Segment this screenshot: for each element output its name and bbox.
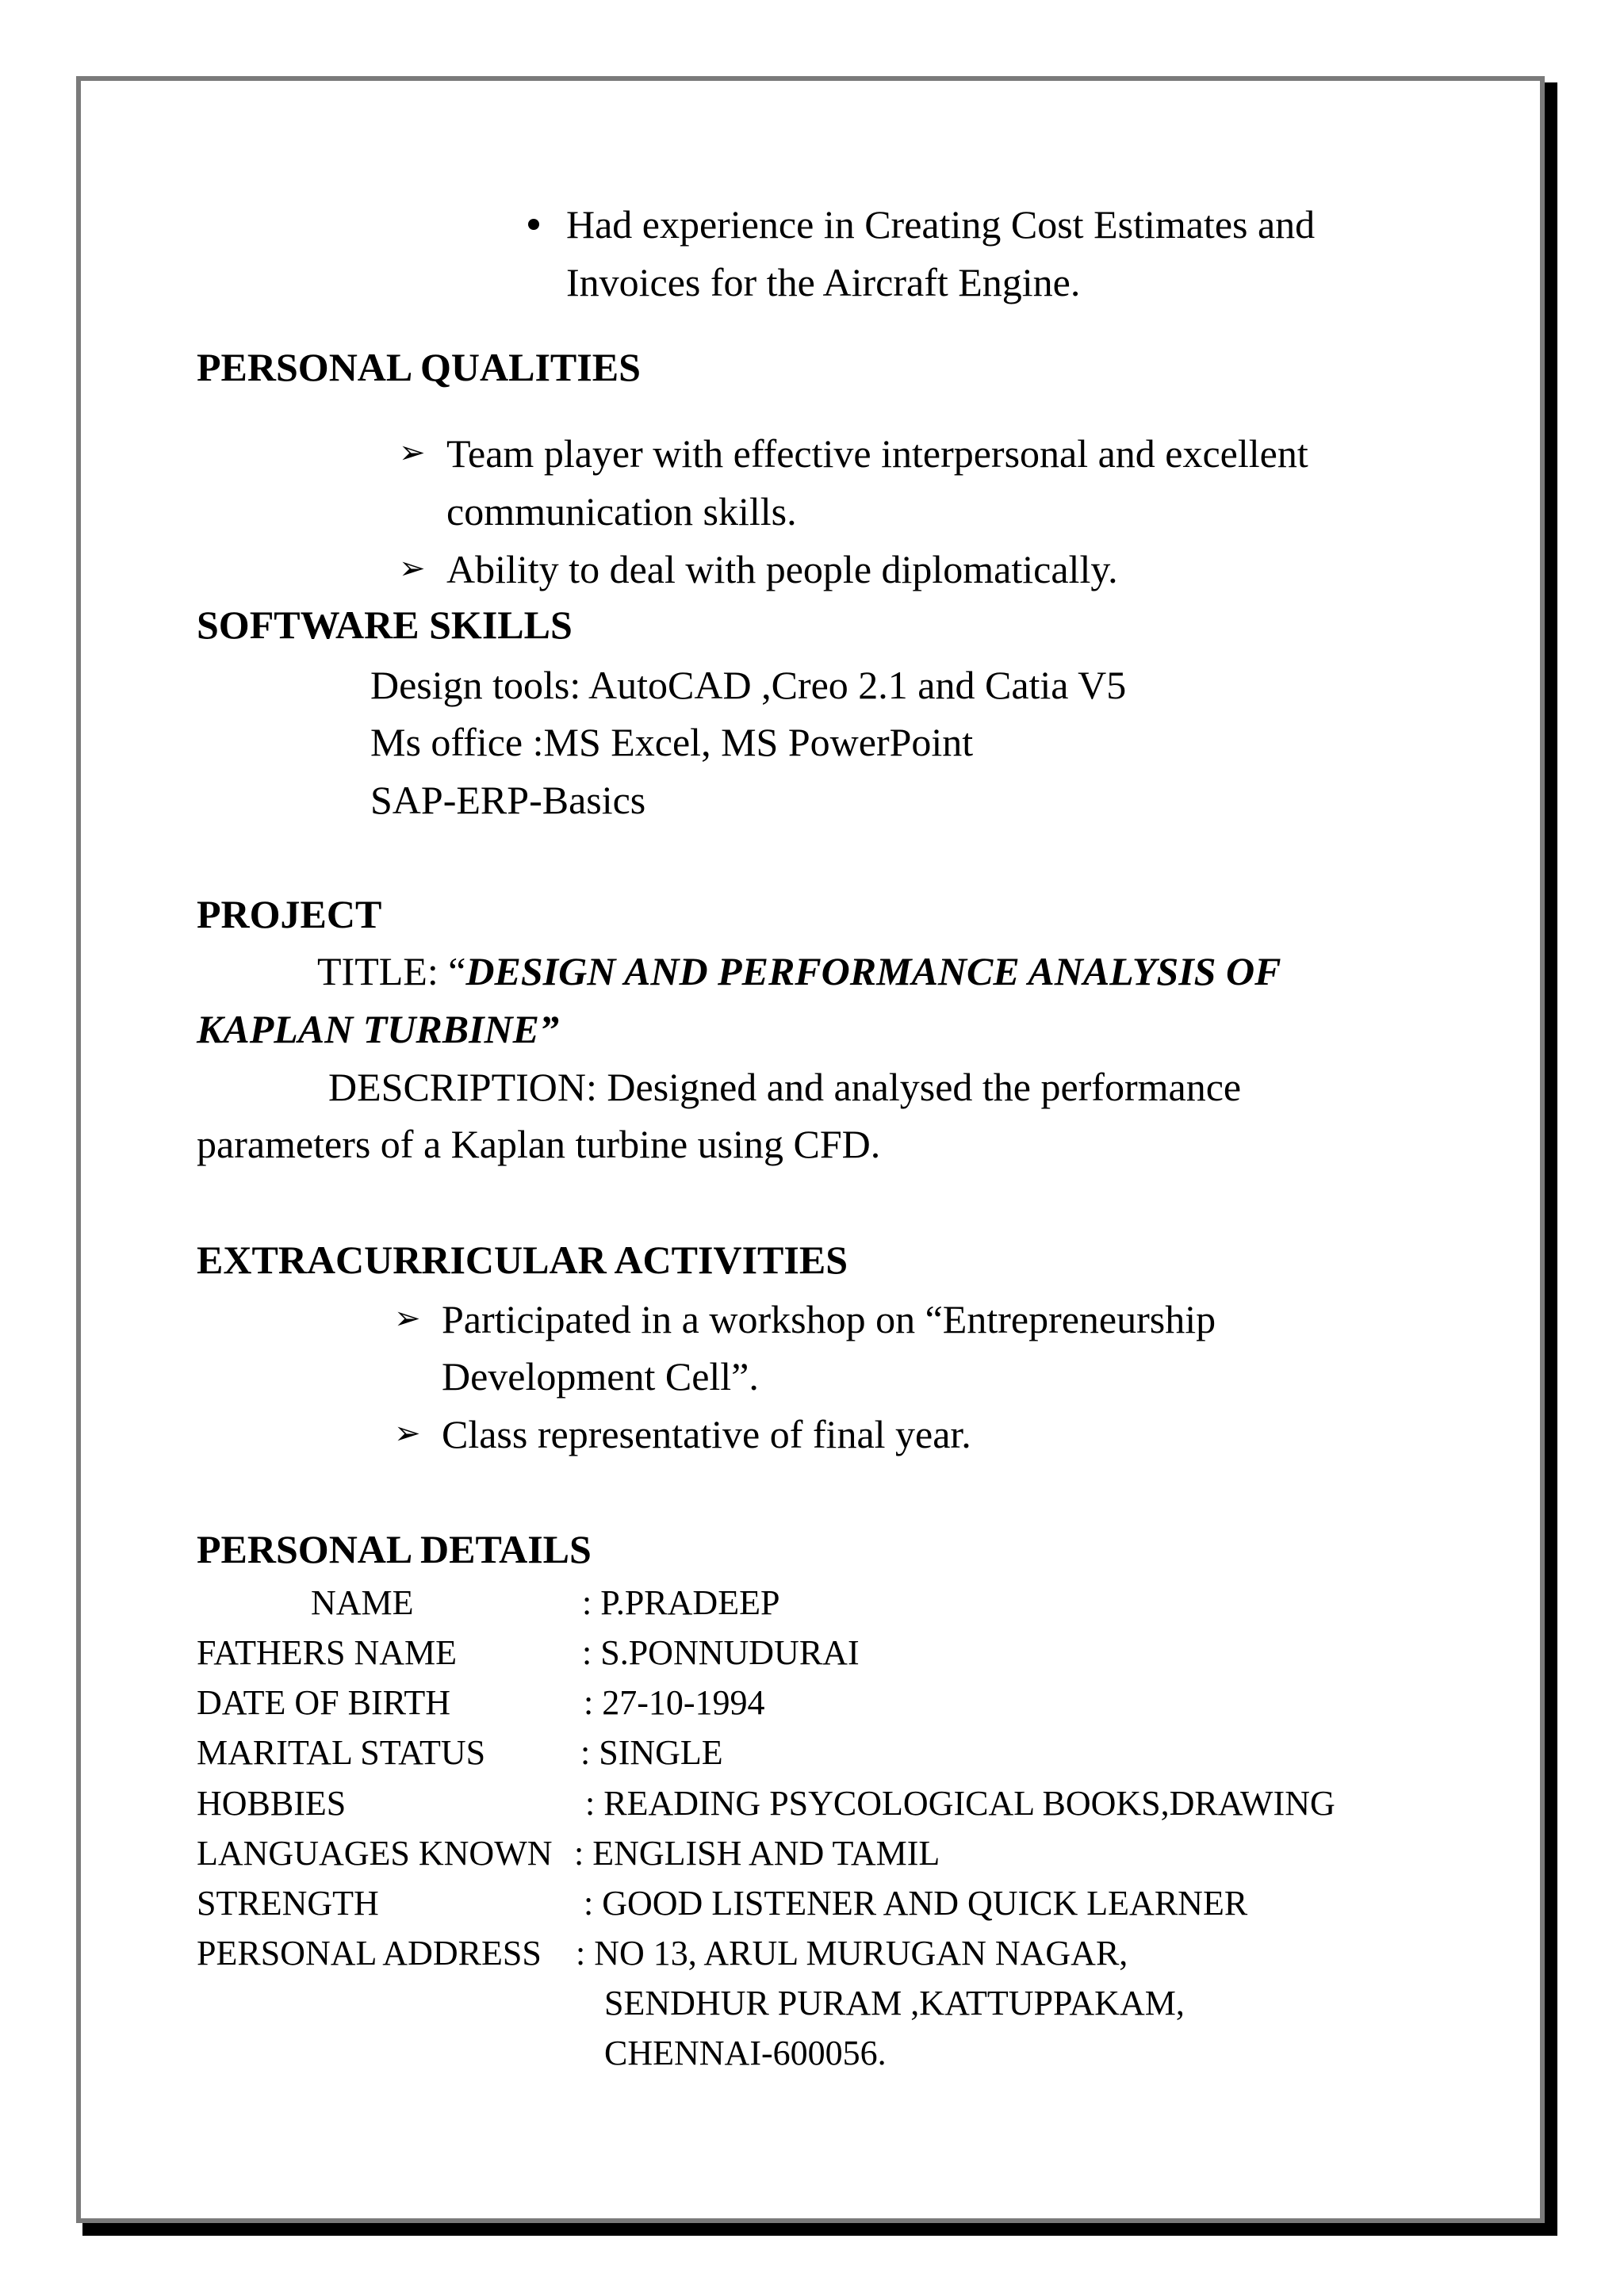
detail-value-languages-known: : ENGLISH AND TAMIL [574,1834,940,1873]
detail-value-strength: : GOOD LISTENER AND QUICK LEARNER [584,1884,1248,1923]
address-line: CHENNAI-600056. [604,2034,887,2072]
project-description-label: DESCRIPTION: [328,1065,597,1109]
activity-1-line-1: Participated in a workshop on “Entrepreneurship [442,1297,1216,1341]
project-title-line-1 [317,951,1281,991]
extracurricular-heading: EXTRACURRICULAR ACTIVITIES [197,1238,848,1282]
detail-value-marital-status: : SINGLE [580,1733,723,1772]
address-line: SENDHUR PURAM ,KATTUPPAKAM, [604,1984,1185,2022]
detail-label-name: NAME [311,1583,414,1622]
project-title-label: TITLE: “ [317,949,466,993]
project-title-line-2: KAPLAN TURBINE” [197,1007,560,1051]
detail-label-languages-known: LANGUAGES KNOWN [197,1834,553,1873]
arrow-bullet-icon: ➢ [399,550,426,587]
experience-bullet-line-1: Had experience in Creating Cost Estimates and [566,202,1316,247]
detail-value-name: : P.PRADEEP [582,1583,780,1622]
experience-bullet-line-2: Invoices for the Aircraft Engine. [566,260,1081,304]
detail-value-date-of-birth: : 27-10-1994 [584,1683,765,1722]
detail-value-hobbies: : READING PSYCOLOGICAL BOOKS,DRAWING [585,1784,1335,1823]
detail-label-personal-address: PERSONAL ADDRESS [197,1934,542,1973]
detail-label-hobbies: HOBBIES [197,1784,347,1823]
detail-label-date-of-birth: DATE OF BIRTH [197,1683,451,1722]
quality-1-line-1: Team player with effective interpersonal and excellent [446,431,1308,476]
software-skills-heading: SOFTWARE SKILLS [197,603,573,647]
arrow-bullet-icon: ➢ [399,434,426,471]
software-skill-line: SAP-ERP-Basics [370,778,646,822]
bullet-dot-icon [528,219,539,230]
activity-1-line-2: Development Cell”. [442,1354,759,1399]
arrow-bullet-icon: ➢ [394,1300,421,1337]
detail-value-fathers-name: : S.PONNUDURAI [582,1633,860,1672]
arrow-bullet-icon: ➢ [394,1415,421,1452]
project-description-text: Designed and analysed the performance [596,1065,1242,1109]
personal-details-heading: PERSONAL DETAILS [197,1527,592,1571]
detail-value-personal-address: : NO 13, ARUL MURUGAN NAGAR, [576,1934,1128,1973]
project-heading: PROJECT [197,892,382,936]
project-description-line-1 [328,1067,1241,1107]
project-description-line-2: parameters of a Kaplan turbine using CFD. [197,1122,881,1166]
personal-qualities-heading: PERSONAL QUALITIES [197,345,641,389]
software-skill-line: Ms office :MS Excel, MS PowerPoint [370,720,974,764]
detail-label-fathers-name: FATHERS NAME [197,1633,458,1672]
software-skill-line: Design tools: AutoCAD ,Creo 2.1 and Catia V5 [370,663,1127,707]
activity-2-line-1: Class representative of final year. [442,1412,971,1456]
detail-label-marital-status: MARITAL STATUS [197,1733,486,1772]
quality-2-line-1: Ability to deal with people diplomatically. [446,547,1118,591]
project-title-text: DESIGN AND PERFORMANCE ANALYSIS OF [465,949,1281,993]
quality-1-line-2: communication skills. [446,489,797,534]
detail-label-strength: STRENGTH [197,1884,379,1923]
